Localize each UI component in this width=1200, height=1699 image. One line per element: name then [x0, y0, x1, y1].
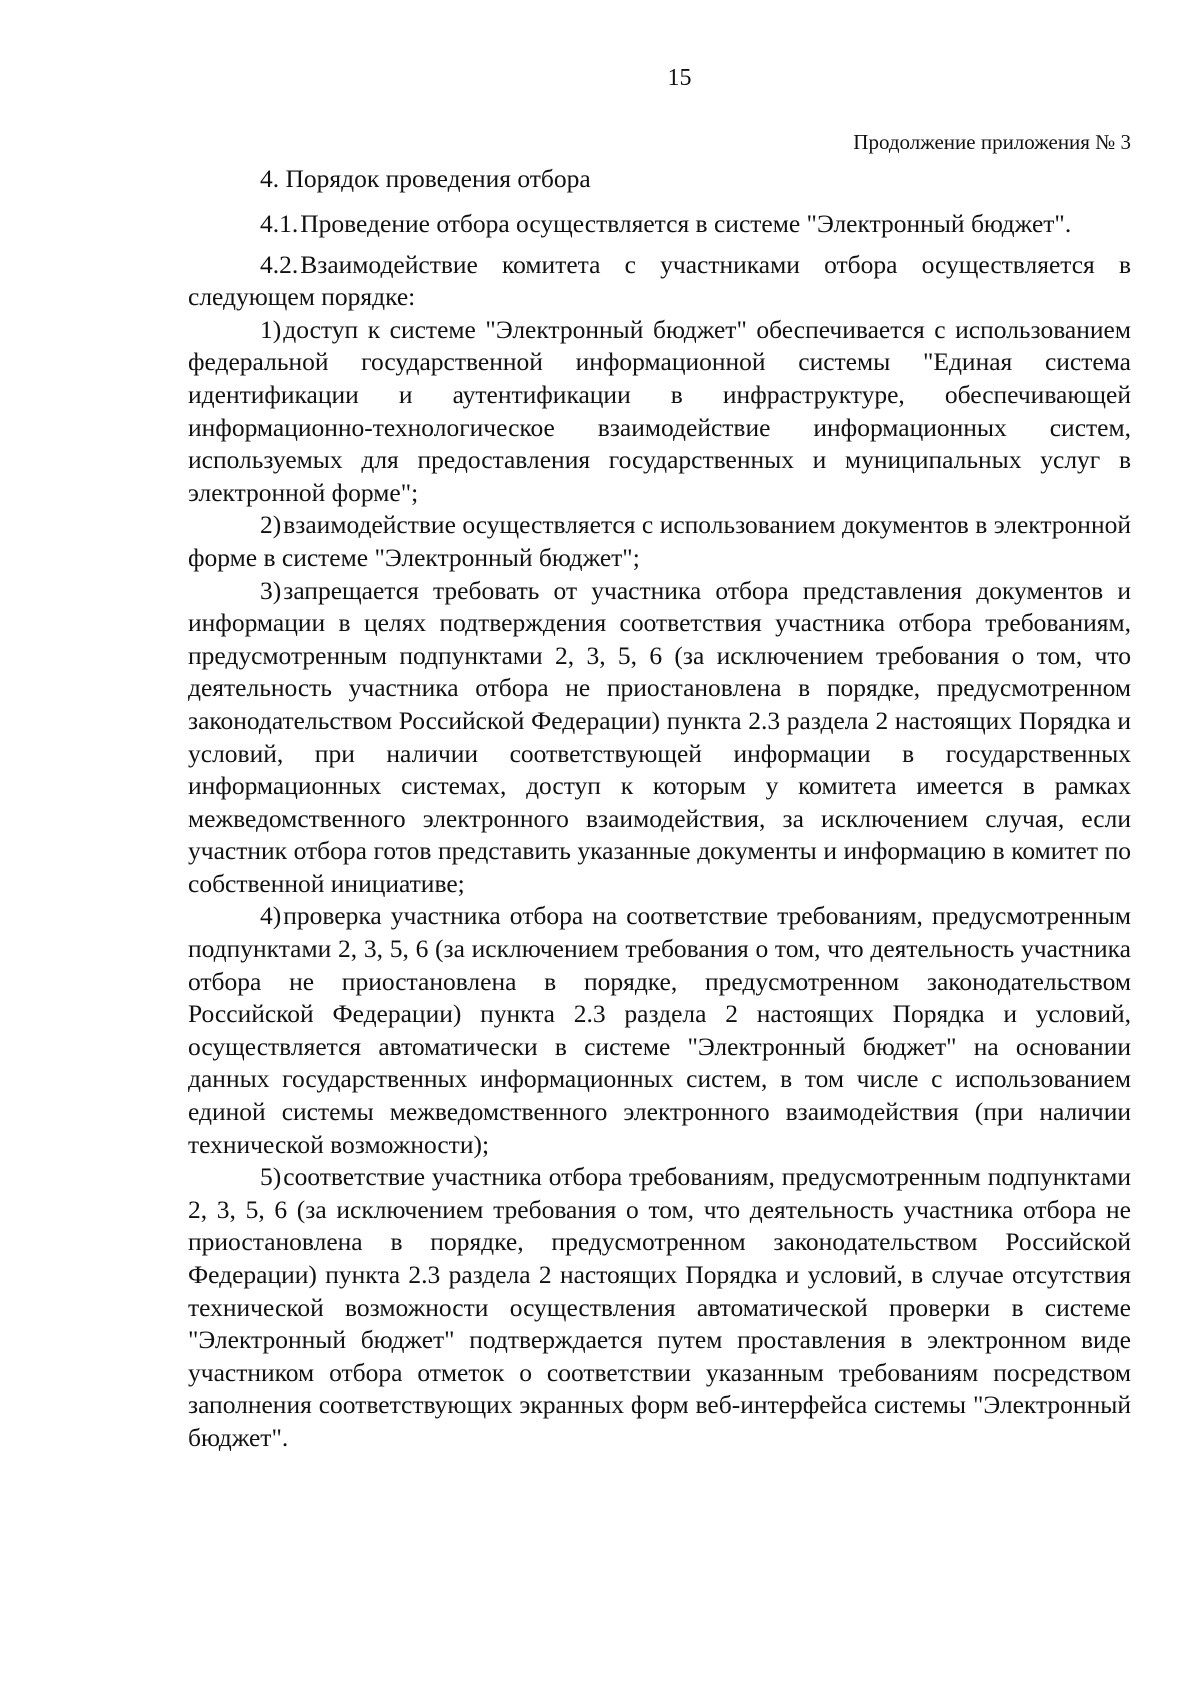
list-item-number: 4): [260, 901, 282, 931]
list-item-number: 5): [260, 1162, 282, 1192]
list-item-text: взаимодействие осуществляется с использованием документов в электронной форме в системе "Электронный бюджет";: [188, 510, 1131, 572]
list-item-4: [188, 900, 1131, 1161]
list-item-text: проверка участника отбора на соответствие требованиям, предусмотренным подпунктами 2, 3, 5, 6 (за исключением требования о том, что деятельность участника отбора не приостановлена в порядке, предусмотренном законодательством Российской Федерации) пункта 2.3 раздела 2 настоящих Порядка и условий, осуществляется автоматически в системе "Электронный бюджет" на основании данных государственных информационных систем, в том числе с использованием единой системы межведомственного электронного взаимодействия (при наличии технической возможности);: [188, 901, 1131, 1159]
list-item-3: [188, 575, 1131, 901]
paragraph-text: Проведение отбора осуществляется в системе "Электронный бюджет".: [300, 209, 1072, 238]
paragraph-4-1: [188, 208, 1131, 241]
list-item-number: 1): [260, 314, 282, 344]
section-heading: 4. Порядок проведения отбора: [260, 164, 591, 193]
list-item-number: 3): [260, 575, 282, 605]
paragraph-4-2: [188, 249, 1131, 314]
list-item-text: соответствие участника отбора требованиям, предусмотренным подпунктами 2, 3, 5, 6 (за исключением требования о том, что деятельность участника отбора не приостановлена в порядке, предусмотренном законодательством Российской Федерации) пункта 2.3 раздела 2 настоящих Порядка и условий, в случае отсутствия технической возможности осуществления автоматической проверки в системе "Электронный бюджет" подтверждается путем проставления в электронном виде участником отбора отметок о соответствии указанным требованиям посредством заполнения соответствующих экранных форм веб-интерфейса системы "Электронный бюджет".: [188, 1162, 1131, 1452]
list-item-5: [188, 1161, 1131, 1454]
paragraph-text: Взаимодействие комитета с участниками отбора осуществляется в следующем порядке:: [188, 249, 1131, 312]
list-item-text: доступ к системе "Электронный бюджет" обеспечивается с использованием федеральной государственной информационной системы "Единая система идентификации и аутентификации в инфраструктуре, обеспечивающей информационно-технологическое взаимодействие информационных систем, используемых для предоставления государственных и муниципальных услуг в электронной форме";: [188, 314, 1131, 507]
page-number: 15: [667, 65, 692, 91]
list-item-1: [188, 314, 1131, 510]
paragraph-number: 4.2.: [260, 249, 299, 279]
list-item-text: запрещается требовать от участника отбора представления документов и информации в целях подтверждения соответствия участника отбора требованиям, предусмотренным подпунктами 2, 3, 5, 6 (за исключением требования о том, что деятельность участника отбора не приостановлена в порядке, предусмотренном законодательством Российской Федерации) пункта 2.3 раздела 2 настоящих Порядка и условий, при наличии соответствующей информации в государственных информационных системах, доступ к которым у комитета имеется в рамках межведомственного электронного взаимодействия, за исключением случая, если участник отбора готов представить указанные документы и информацию в комитет по собственной инициативе;: [188, 575, 1131, 898]
appendix-note: Продолжение приложения № 3: [853, 130, 1131, 154]
list-item-2: [188, 509, 1131, 574]
paragraph-number: 4.1.: [260, 209, 299, 238]
list-item-number: 2): [260, 510, 282, 540]
